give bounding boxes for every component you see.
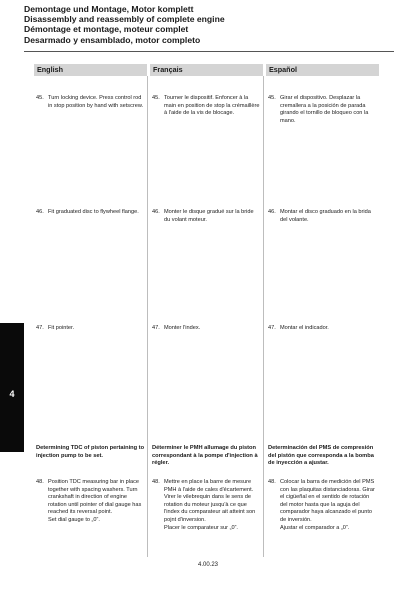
step-text: Colocar la barra de medición del PMS con las plaquitas distanciadoras. Girar el cigüeñal en el sentido de rotación del motor hasta que la aguja del comparador haya alcanzado el punto de inversión.: [280, 479, 375, 523]
step-46-english: [34, 209, 147, 217]
step-text-extra: Set dial gauge to „0“.: [48, 516, 100, 523]
step-number: 48.: [268, 479, 276, 485]
step-number: 47.: [268, 325, 276, 331]
column-divider: [263, 76, 264, 557]
step-text: Monter l'index.: [164, 325, 201, 331]
step-number: 45.: [152, 95, 160, 101]
title-french: Démontage et montage, moteur complet: [24, 24, 189, 35]
step-text: Montar el disco graduado en la brida del volante.: [280, 209, 371, 223]
step-number: 45.: [268, 95, 276, 101]
step-47-french: [150, 325, 263, 333]
title-english: Disassembly and reassembly of complete engine: [24, 14, 225, 25]
page-number: 4.00.23: [197, 562, 219, 568]
chapter-tab: [0, 323, 24, 452]
title-spanish: Desarmado y ensamblado, motor completo: [24, 34, 201, 45]
step-45-spanish: [266, 95, 379, 125]
step-number: 47.: [152, 325, 160, 331]
step-text: Monter le disque gradué sur la bride du volant moteur.: [164, 209, 254, 223]
step-number: 46.: [36, 209, 44, 215]
step-46-french: [150, 209, 263, 224]
title-divider: [24, 51, 394, 52]
section-heading-spanish: Determinación del PMS de compresión del pistón que corresponda a la bomba de inyección a ajustar.: [268, 445, 374, 467]
step-46-spanish: [266, 209, 379, 224]
step-48-french: [150, 479, 263, 532]
step-text: Fit pointer.: [48, 325, 75, 331]
section-heading-english: Determining TDC of piston pertaining to injection pump to be set.: [36, 445, 145, 459]
step-text: Tourner le dispositif. Enfoncer à la main en position de stop la crémaillère à l'aide de la vis de blocage.: [164, 95, 260, 117]
step-text: Montar el indicador.: [280, 325, 329, 331]
step-number: 46.: [268, 209, 276, 215]
step-text-extra: Placer le comparateur sur „0“.: [164, 524, 238, 531]
step-number: 48.: [152, 479, 160, 485]
step-text: Mettre en place la barre de mesure PMH à l'aide de cales d'écartement. Virer le vilebrequin dans le sens de rotation du moteur jusqu'à ce que l'index du comparateur ait atteint son pojnt d'inversion.: [164, 479, 256, 523]
document-title-block: [24, 4, 394, 45]
step-text: Position TDC measuring bar in place together with spacing washers. Turn crankshaft in direction of engine rotation until pointer of dial gauge has reached its reversal point.: [48, 479, 142, 516]
step-text: Turn locking device. Press control rod in stop position by hand with setscrew.: [48, 95, 144, 109]
column-header-french: Français: [150, 64, 263, 76]
step-number: 46.: [152, 209, 160, 215]
step-text-extra: Ajustar el comparador a „0“.: [280, 524, 350, 531]
column-french: [150, 64, 263, 76]
step-number: 47.: [36, 325, 44, 331]
column-english: [34, 64, 147, 76]
step-number: 45.: [36, 95, 44, 101]
step-47-spanish: [266, 325, 379, 333]
step-48-english: [34, 479, 147, 525]
column-spanish: [266, 64, 379, 76]
section-heading-french: Déterminer le PMH allumage du piston correspondant à la pompe d'injection à régler.: [152, 445, 258, 467]
column-header-english: English: [34, 64, 147, 76]
title-german: Demontage und Montage, Motor komplett: [24, 4, 194, 14]
step-number: 48.: [36, 479, 44, 485]
chapter-tab-label: 4: [9, 389, 15, 399]
step-text: Fit graduated disc to flywheel flange.: [48, 209, 139, 215]
column-header-spanish: Español: [266, 64, 379, 76]
step-45-english: [34, 95, 147, 110]
step-48-spanish: [266, 479, 379, 532]
step-text: Girar el dispositivo. Desplazar la cremallera a la posición de parada girando el tornillo de bloqueo con la mano.: [280, 95, 369, 124]
column-divider: [147, 76, 148, 557]
step-47-english: [34, 325, 147, 333]
step-45-french: [150, 95, 263, 118]
